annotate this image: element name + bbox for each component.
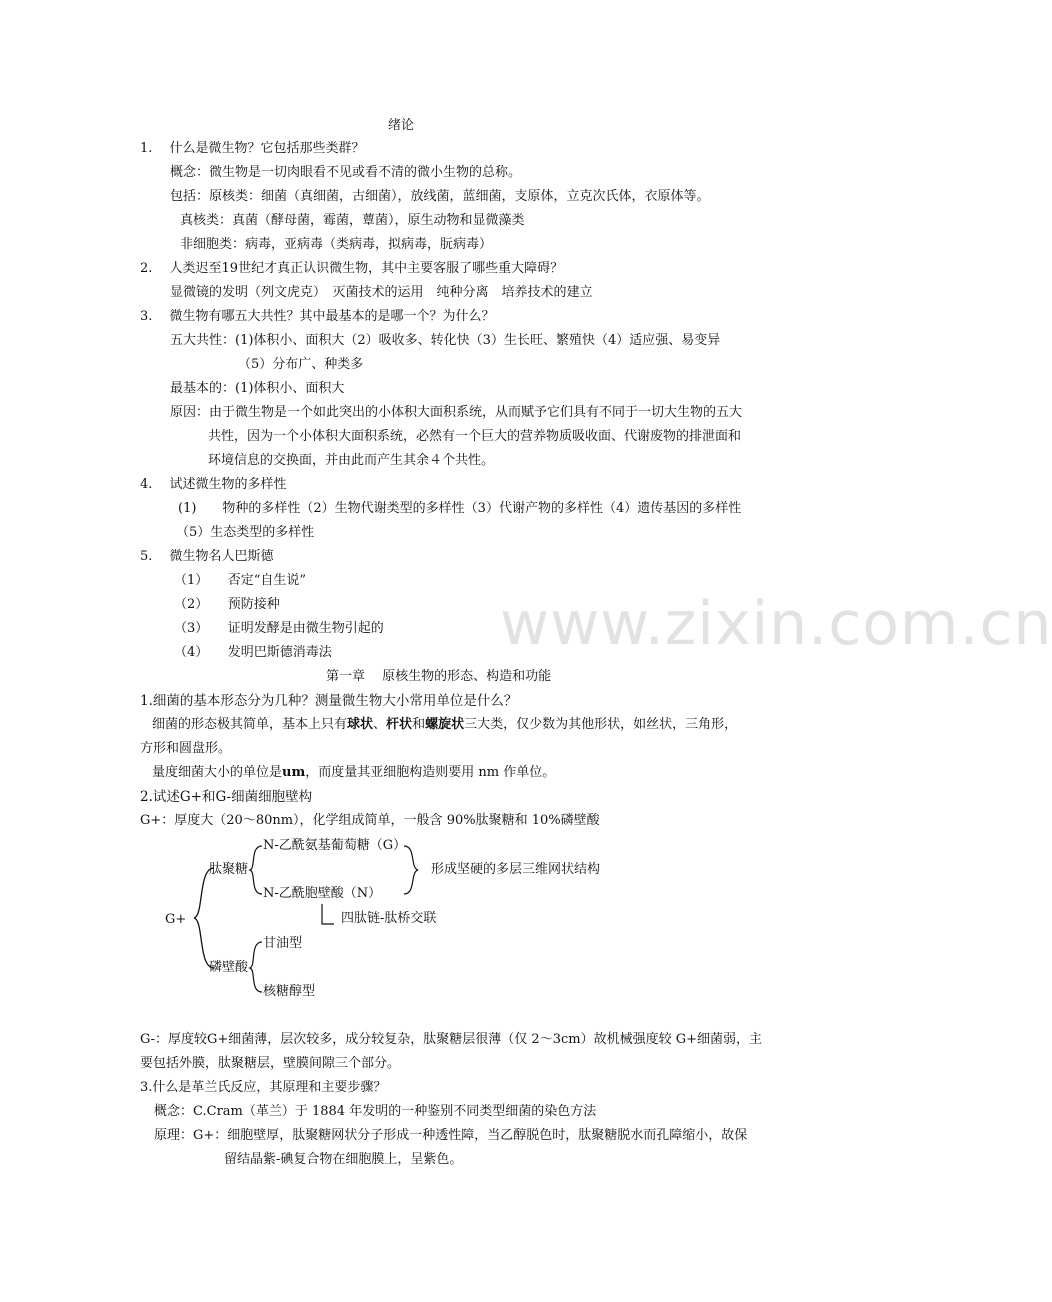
ch1-q1-answer-2: 量度细菌大小的单位是um，而度量其亚细胞构造则要用 nm 作单位。 — [152, 765, 556, 780]
question-2: 2. 人类迟至19世纪才真正认识微生物，其中主要客服了哪些重大障碍？ — [140, 261, 564, 276]
shape-spiral: 螺旋状 — [425, 717, 465, 732]
question-4: 4. 试述微生物的多样性 — [140, 477, 287, 492]
q4-answer-1: (1) 物种的多样性（2）生物代谢类型的多样性（3）代谢产物的多样性（4）遗传基因的多样性 — [178, 501, 742, 516]
diagram-pg-item-1: N-乙酰氨基葡萄糖（G） — [263, 838, 407, 853]
diagram-root: G+ — [165, 912, 187, 927]
q3-reason-3: 环境信息的交换面，并由此而产生其余４个共性。 — [208, 453, 495, 468]
q1-includes-eukaryotes: 真核类：真菌（酵母菌，霉菌，蕈菌），原生动物和显微藻类 — [180, 213, 525, 228]
ch1-q2-gram-positive: G+：厚度大（20～80nm），化学组成简单，一般含 90%肽聚糖和 10%磷壁酸 — [140, 813, 600, 828]
q3-reason-1: 原因：由于微生物是一个如此突出的小体积大面积系统，从而赋予它们具有不同于一切大生物的五大 — [170, 405, 743, 420]
unit-um: um — [282, 765, 306, 780]
ch1-q2-gram-negative-2: 要包括外膜，肽聚糖层，壁膜间隙三个部分。 — [140, 1056, 401, 1071]
diagram-pg-link: 四肽链-肽桥交联 — [341, 911, 437, 926]
ch1-question-1: 1.细菌的基本形态分为几种？测量微生物大小常用单位是什么？ — [140, 693, 518, 709]
ch1-q2-gram-negative-1: G-：厚度较G+细菌薄，层次较多，成分较复杂，肽聚糖层很薄（仅 2～3cm）故机械强度较 G+细菌弱，主 — [140, 1032, 762, 1047]
watermark: www.zixin.com.cn — [500, 589, 1052, 659]
q5-item-1: （1） 否定“自生说” — [174, 573, 307, 588]
shape-rod: 杆状 — [386, 717, 413, 732]
ch1-q3-principle-1: 原理：G+：细胞壁厚，肽聚糖网状分子形成一种透性障，当乙醇脱色时，肽聚糖脱水而孔障缩小，故保 — [154, 1128, 748, 1143]
q3-most-basic: 最基本的：(1)体积小、面积大 — [170, 381, 345, 396]
diagram-pg-item-2: N-乙酰胞壁酸（N） — [263, 886, 382, 901]
q5-item-4: （4） 发明巴斯德消毒法 — [174, 645, 332, 660]
q4-answer-2: （5）生态类型的多样性 — [176, 525, 315, 540]
diagram-ta-item-2: 核糖醇型 — [263, 984, 316, 999]
diagram-peptidoglycan: 肽聚糖 — [209, 862, 249, 877]
diagram-ta-item-1: 甘油型 — [263, 936, 303, 951]
shape-spherical: 球状 — [347, 717, 374, 732]
ch1-q1-answer-1-cont: 方形和圆盘形。 — [140, 741, 232, 756]
diagram-pg-result: 形成坚硬的多层三维网状结构 — [431, 862, 601, 877]
chapter-1-title: 第一章 原核生物的形态、构造和功能 — [326, 669, 552, 684]
diagram-teichoic-acid: 磷壁酸 — [209, 960, 249, 975]
section-title-intro: 绪论 — [388, 118, 415, 133]
ch1-q1-answer-1: 细菌的形态极其简单，基本上只有球状、杆状和螺旋状三大类，仅少数为其他形状，如丝状，三角形， — [152, 717, 738, 732]
ch1-question-2: 2.试述G+和G-细菌细胞壁构 — [140, 789, 313, 805]
ch1-question-3: 3.什么是革兰氏反应，其原理和主要步骤？ — [140, 1080, 387, 1095]
q1-definition: 概念：微生物是一切肉眼看不见或看不清的微小生物的总称。 — [170, 165, 522, 180]
question-1: 1. 什么是微生物？它包括那些类群？ — [140, 141, 365, 156]
q5-item-3: （3） 证明发酵是由微生物引起的 — [174, 621, 384, 636]
ch1-q3-principle-2: 留结晶紫-碘复合物在细胞膜上，呈紫色。 — [224, 1152, 463, 1167]
q1-includes-acellular: 非细胞类：病毒，亚病毒（类病毒，拟病毒，朊病毒） — [180, 237, 493, 252]
q3-five-traits: 五大共性：(1)体积小、面积大（2）吸收多、转化快（3）生长旺、繁殖快（4）适应强、易变异 — [170, 333, 721, 348]
q2-answer: 显微镜的发明（列文虎克） 灭菌技术的运用 纯种分离 培养技术的建立 — [170, 285, 593, 300]
q5-item-2: （2） 预防接种 — [174, 597, 280, 612]
q3-five-traits-cont: （5）分布广、种类多 — [238, 357, 364, 372]
q1-includes-prokaryotes: 包括：原核类：细菌（真细菌，古细菌），放线菌，蓝细菌，支原体，立克次氏体，衣原体等。 — [170, 189, 710, 204]
question-5: 5. 微生物名人巴斯德 — [140, 549, 274, 564]
ch1-q3-definition: 概念：C.Cram（革兰）于 1884 年发明的一种鉴别不同类型细菌的染色方法 — [154, 1104, 597, 1119]
q3-reason-2: 共性，因为一个小体积大面积系统，必然有一个巨大的营养物质吸收面、代谢废物的排泄面和 — [208, 429, 742, 444]
question-3: 3. 微生物有哪五大共性？其中最基本的是哪一个？为什么？ — [140, 309, 495, 324]
